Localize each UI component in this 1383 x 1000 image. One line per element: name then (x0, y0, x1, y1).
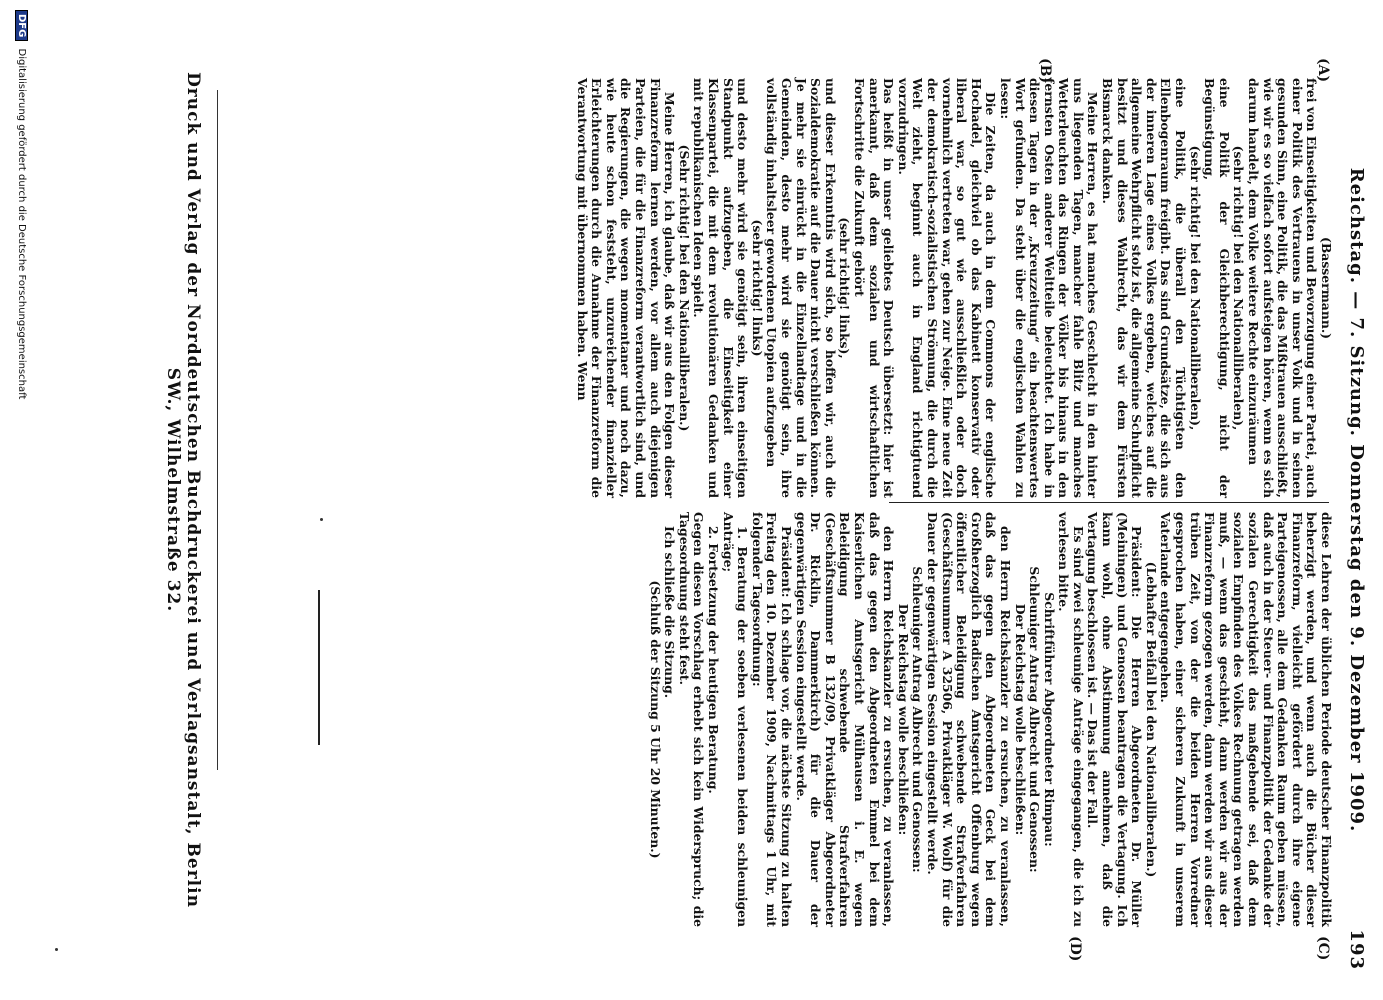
margin-mark-b: (B) (1037, 58, 1053, 84)
paragraph: und desto mehr wird sie genötigt sein, ihren einseitigen Standpunkt aufzugeben, die Einseitigkeit einer Klassenpartei, die mit dem revolutionären Gedanken und mit republikanischen Ideen spielt. (691, 78, 751, 498)
page-title: Reichstag. — 7. Sitzung. Donnerstag den 9. Dezember 1909. (1346, 167, 1367, 833)
paragraph: Präsident: Die Herren Abgeordneten Dr. Müller (Meiningen) und Genossen beantragen die Vertagung. Ich kann wohl, ohne Abstimmung annehmen, daß die Vertagung beschlossen ist. — Das ist der Fall. (1085, 512, 1145, 927)
speck (320, 518, 323, 521)
motion-heading: Der Reichstag wolle beschließen: (1012, 603, 1028, 836)
speaker-name: Schriftführer Abgeordneter Rimpau: (1041, 592, 1057, 847)
margin-mark-a: (A) (1315, 58, 1331, 83)
credit-text: Digitalisierung gefördert durch die Deutsche Forschungsgemeinschaft (16, 48, 27, 400)
paragraph: diese Lehren der üblichen Periode deutscher Finanzpolitik beherzigt werden, und wenn auch die Bücher dieser Finanzreform, vielleicht gefördert durch ihre eigene Parteigenossen, alle dem Gedanken Raum geben müssen, daß auch in der Steuer- und Finanzpolitik der Gedanke der sozialen Gerechtigkeit das maßgebende sei, daß dem sozialen Empfinden des Volkes Rechnung getragen werden muß, — wenn das geschieht, dann werden wir aus der Finanzreform gezogen werden, dann werden wir aus dieser trüben Zeit, von der die beiden Herren Vorredner gesprochen haben, einer sicheren Zukunft in unserem Vaterlande entgegengehen. (1158, 512, 1334, 927)
paragraph: und dieser Erkenntnis wird sich, so hoffen wir, auch die Sozialdemokratie auf die Dauer nicht verschließen können. Je mehr sie einrückt in die Einzellandtage und in die Gemeinden, desto mehr wird sie genötigt sein, ihre vollständig inhaltsleer gewordenen Utopien aufzugeben (764, 78, 838, 498)
motion-text: den Herrn Reichskanzler zu ersuchen, zu veranlassen, daß das gegen den Abgeordneten Emmel bei dem Kaiserlichen Amtsgericht Mülhausen i. E. wegen Beleidigung schwebende Strafverfahren (Geschäftsnummer B 132/09, Privatkläger Abgeordneter Dr. Ricklin, Dammerkirch) für die Dauer der gegenwärtigen Session eingestellt werde. (793, 512, 897, 927)
paragraph: Meine Herren, ich glaube, daß wir aus den Folgen dieser Finanzreform lernen werden, vor allem auch diejenigen Parteien, die für die Finanzreform verantwortlich sind, und die Regierungen, die wegen momentaner und noch dazu, wie heute schon feststeht, unzureichender finanzieller Erleichterungen durch die Annahme der Finanzreform die Verantwortung mit übernommen haben. Wenn (574, 78, 678, 498)
closing-note: (Schluß der Sitzung 5 Uhr 20 Minuten.) (647, 580, 663, 859)
interjection: (Lebhafter Beifall bei den Nationalliberalen.) (1143, 561, 1159, 878)
page-number: 193 (1346, 929, 1367, 970)
margin-mark-c: (C) (1315, 936, 1331, 961)
digitization-credit (8, 10, 28, 990)
page-header (1337, 90, 1367, 970)
speaker-name: (Bassermann.) (1319, 236, 1334, 340)
motion-title: Schleuniger Antrag Albrecht und Genossen: (910, 566, 926, 873)
agenda-item: 2. Fortsetzung der heutigen Beratung. (706, 526, 722, 794)
paragraph: Das heißt in unser geliebtes Deutsch übersetzt: hier ist anerkannt, daß dem sozialen und wirtschaftlichen Fortschritte die Zukunft gehört (852, 78, 897, 498)
interjection: (sehr richtig! bei den Nationalliberalen), (1187, 145, 1203, 431)
interjection: (sehr richtig! links) (749, 219, 765, 357)
imprint: Druck und Verlag der Norddeutschen Buchdruckerei und Verlagsanstalt, Berlin SW., Wilhelmstraße 32. (163, 72, 203, 908)
paragraph: Gegen diesen Vorschlag erhebt sich kein Widerspruch; die Tagesordnung steht fest. (676, 512, 707, 927)
left-text-column (574, 78, 1334, 498)
paragraph: frei von Einseitigkeiten und Bevorzugung einer Partei, auch einer Politik des Vertrauens in unser Volk und in seinen gesunden Sinn, eine Politik, die das Mißtrauen ausschließt, wie wir es so vielfach sofort aufsteigen hören, wenn es sich darum handelt, dem Volke weitere Rechte einzuräumen (1246, 78, 1320, 498)
interjection: (Sehr richtig! bei den Nationalliberalen.) (676, 144, 692, 432)
interjection: (sehr richtig! bei den Nationalliberalen), (1231, 145, 1247, 431)
imprint-rule (217, 90, 218, 770)
paragraph: eine Politik, die überall den Tüchtigsten den Ellenbogenraum freigibt. Das sind Grundsätze, die sich aus der inneren Lage eines Volkes ergeben, welches auf die allgemeine Wehrpflicht stolz ist, die allgemeine Schulpflicht besitzt und dieses Wahlrecht, das wir dem Fürsten Bismarck danken. (1100, 78, 1189, 498)
quotation: Die Zeiten, da auch in dem Commons der englische Hochadel, gleichviel ob das Kabinett konservativ oder liberal war, so gut wie ausschließlich oder doch vornehmlich vertreten war, gehen zur Neige. Eine neue Zeit der demokratisch-sozialistischen Strömung, die durch die Welt zieht, beginnt auch in England richtigtuend vorzudringen. (895, 78, 999, 498)
margin-mark-d: (D) (1067, 936, 1083, 962)
motion-text: den Herrn Reichskanzler zu ersuchen, zu veranlassen, daß das gegen den Abgeordneten Geck bei dem Großherzoglich Badischen Amtsgericht Offenburg wegen öffentlicher Beleidigung schwebende Strafverfahren (Geschäftsnummer A 32506, Privatkläger W. Wolf) für die Dauer der gegenwärtigen Session eingestellt werde. (924, 512, 1013, 927)
motion-title: Schleuniger Antrag Albrecht und Genossen: (1027, 566, 1043, 873)
motion-heading: Der Reichstag wolle beschließen: (895, 603, 911, 836)
speck (55, 948, 58, 951)
right-text-column (647, 512, 1334, 927)
end-rule (318, 590, 320, 745)
paragraph: eine Politik der Gleichberechtigung, nicht der Begünstigung, (1202, 78, 1232, 498)
agenda-item: 1. Beratung der soeben verlesenen beiden schleunigen Anträge; (720, 512, 751, 927)
column-divider (889, 502, 1329, 503)
paragraph: Meine Herren, es hat manches Geschlecht in den hinter uns liegenden Tagen, mancher fahle Blitz und manches Wetterleuchten das Ringen der Völker bis hinaus in den fernsten Osten anderer Weltteile beleuchtet. Ich habe in diesen Tagen in der „Kreuzzeitung“ ein beachtenswertes Wort gefunden. Da steht über die englischen Wahlen zu lesen: (997, 78, 1101, 498)
dfg-logo: DFG (15, 10, 28, 41)
paragraph: Ich schließe die Sitzung. (662, 526, 678, 699)
paragraph: Präsident: Ich schlage vor, die nächste Sitzung zu halten Freitag den 10. Dezember 1909, Nachmittags 1 Uhr, mit folgender Tagesordnung: (749, 512, 795, 927)
interjection: (sehr richtig! links), (837, 217, 853, 359)
paragraph: Es sind zwei schleunige Anträge eingegangen, die ich zu verlesen bitte. (1056, 512, 1086, 927)
